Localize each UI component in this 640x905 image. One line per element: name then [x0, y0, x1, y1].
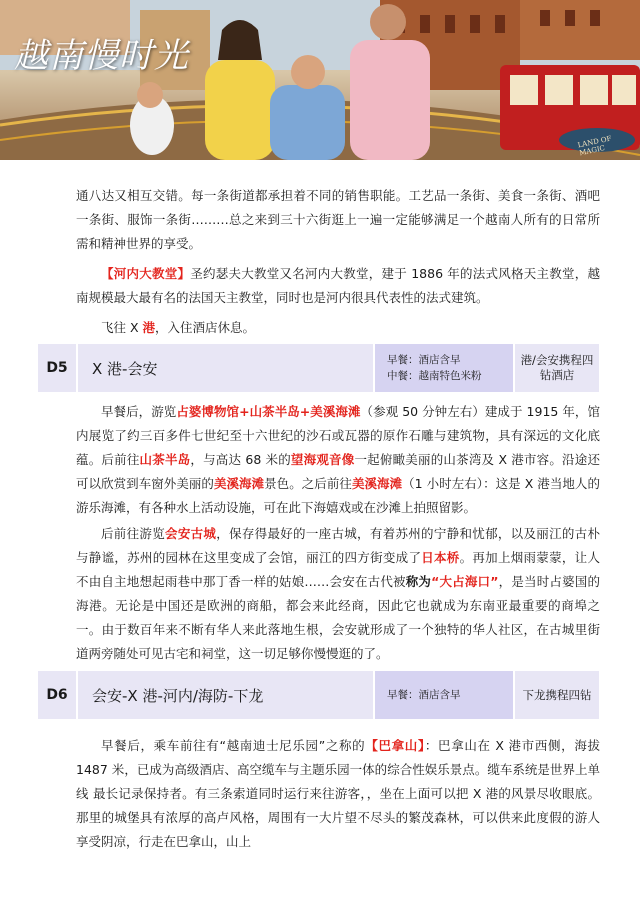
day-code: D5: [38, 344, 78, 392]
header-banner: [0, 0, 640, 160]
banner-photo: [0, 0, 640, 160]
highlight-my-khe: 美溪海滩: [213, 476, 265, 491]
paragraph-text: ：巴拿山在 X 港市西侧，海拔 1487 米，已成为高级酒店、高空缆车与主题乐园一体的综合性娱乐景点。缆车系统是世界上单线 最长记录保持者。有三条索道同时运行来往游客，，坐在上面可以把 X 港的风景尽收眼底。那里的城堡具有浓厚的高卢风格，周围有一大片望不尽头的繁茂森林，可以供来此度假的游人享受阴凉，行走在巴拿山，山上: [76, 738, 600, 849]
highlight-hanoi-cathedral: 【河内大教堂】: [101, 266, 191, 281]
banner-title: 越南慢时光: [14, 36, 189, 76]
paragraph-ba-na: [76, 734, 600, 854]
paragraph-text: 飞往 X: [101, 320, 143, 335]
paragraph-museum: [76, 400, 600, 520]
bold-text: 称为: [405, 574, 432, 589]
day-meals: [375, 344, 515, 392]
highlight-son-tra: 山茶半岛: [139, 452, 191, 467]
highlight-ba-na-hills: 【巴拿山】: [365, 738, 425, 753]
day-route: 会安-X 港-河内/海防-下龙: [78, 671, 375, 719]
paragraph-text: ，入住酒店休息。: [155, 320, 256, 335]
highlight-attractions: 占婆博物馆+山茶半岛+美溪海滩: [176, 404, 361, 419]
highlight-dai-chiem: “大占海口”: [431, 574, 499, 589]
paragraph-text: ，与高达 68 米的: [190, 452, 291, 467]
paragraph-text: 通八达又相互交错。每一条街道都承担着不同的销售职能。工艺品一条街、美食一条街、酒吧一条街、服饰一条街………总之来到三十六街逛上一遍一定能够满足一个越南人所有的日常所需和精神世界的享受。: [76, 188, 600, 251]
paragraph-flight: [76, 316, 600, 340]
day-hotel: 下龙携程四钻: [515, 671, 599, 719]
highlight-hoi-an: 会安古城: [165, 526, 217, 541]
tram-sign: LAND OF MAGIC: [577, 134, 613, 158]
paragraph-text: （1 小时左右）：这是 X 港当地人的游乐海滩，有各种水上活动设施，可在此下海嬉戏或在沙滩上拍照留影。: [76, 476, 600, 515]
highlight-guanyin: 望海观音像: [290, 452, 355, 467]
day-row-d6: [37, 670, 600, 720]
paragraph-streets: [76, 184, 600, 256]
paragraph-text: ，保存得最好的一座古城，有着苏州的宁静和忧郁，以及丽江的古朴与静谧，苏州的园林在这里变成了会馆，丽江的四方街变成了: [76, 526, 600, 565]
paragraph-text: 早餐后，乘车前往有“越南迪士尼乐园”之称的: [101, 738, 366, 753]
meal-lunch: 中餐：越南特色米粉: [387, 370, 482, 382]
paragraph-text: ，是当时占婆国的海港。无论是中国还是欧洲的商船，都会来此经商，因此它也就成为东南亚最重要的商埠之一。由于数百年来不断有华人来此落地生根，会安就形成了一个独特的华人社区，在古城里街道两旁随处可见古宅和祠堂，这一切足够你慢慢逛的了。: [76, 574, 600, 661]
highlight-my-khe-2: 美溪海滩: [351, 476, 403, 491]
paragraph-text: 后前往游览: [101, 526, 166, 541]
paragraph-hoi-an: [76, 522, 600, 666]
day-code: D6: [38, 671, 78, 719]
paragraph-text: （参观 50 分钟左右）建成于 1915 年，馆内展览了约三百多件七世纪至十六世纪的沙石或瓦器的原作石雕与建筑物，具有深远的文化底蕴。后前往: [76, 404, 600, 467]
day-row-d5: [37, 343, 600, 393]
paragraph-cathedral: [76, 262, 600, 310]
paragraph-text: 景色。之后前往: [264, 476, 352, 491]
meal-breakfast: 早餐：酒店含早: [387, 354, 461, 366]
paragraph-text: 圣约瑟夫大教堂又名河内大教堂，建于 1886 年的法式风格天主教堂，越南规模最大最有名的法国天主教堂，同时也是河内很具代表性的法式建筑。: [76, 266, 600, 305]
meal-breakfast: 早餐：酒店含早: [387, 689, 461, 701]
highlight-port: 港: [142, 320, 156, 335]
day-hotel: 港/会安携程四钻酒店: [515, 344, 599, 392]
day-meals: [375, 671, 515, 719]
highlight-japanese-bridge: 日本桥: [421, 550, 460, 565]
paragraph-text: 。再加上烟雨蒙蒙，让人不由自主地想起雨巷中那丁香一样的姑娘……会安在古代被: [76, 550, 600, 589]
day-route: X 港-会安: [78, 344, 375, 392]
paragraph-text: 一起俯瞰美丽的山茶湾及 X 港市容。沿途还可以欣赏到车窗外美丽的: [76, 452, 600, 491]
paragraph-text: 早餐后，游览: [101, 404, 177, 419]
